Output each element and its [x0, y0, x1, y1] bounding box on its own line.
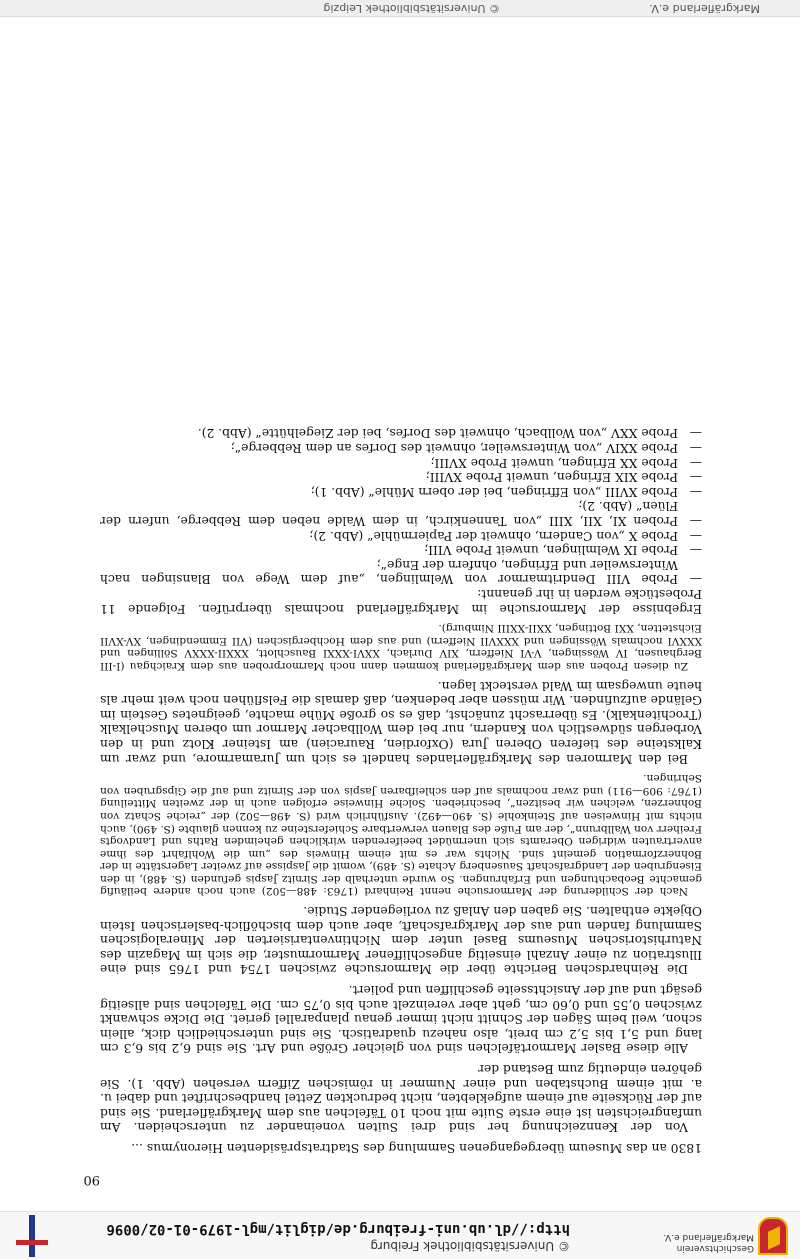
- list-item: — Probe X „von Candern, ohnweit der Papiermühle“ (Abb. 2);: [100, 528, 702, 543]
- list-item: — Probe XIX Efringen, unweit Probe XVIII;: [100, 470, 702, 485]
- document-url[interactable]: http://dl.ub.uni-freiburg.de/diglit/mgl-1979-01-02/0096: [106, 1221, 570, 1237]
- list-intro: Ergebnisse der Marmorsuche im Markgräflerland nochmals überprüfen. Folgende 11 Probestücke werden in ihr genannt:: [100, 587, 702, 616]
- paragraph: Die Reinhardschen Berichte über die Marmorsuche zwischen 1754 und 1765 sind eine Illustration zu einer Anzahl einseitig angeschliffener Marmormuster, die sich im Magazin des Naturhistorischen Museums Basel unter dem Nichtinventarisierten der Mineralogischen Sammlung fanden und aus der Markgrafschaft, aber auch dem bischöflich-baslerischen Istein Objekte enthalten. Sie gaben den Anlaß zu vorliegender Studie.: [100, 904, 702, 977]
- paragraph: Nach der Schilderung der Marmorsuche nennt Reinhard (1763: 488—502) auch noch andere beiläufig gemachte Beobachtungen und Erfahrungen. So wurde unterhalb der Sirnitz Jaspis gefunden (S. 488), in den Eisengruben der Landgrafschaft Sausenberg Achate (S. 489), womit die Jaspisse auf zweiter Lagerstätte in der Bohnerzformation gemeint sind. Nichts war es mit einem Hinweis des „um die Wohlfahrt des ihme anvertrauten widrigen Oberamts sich unermüdet beeiferenden wirklichen geheimden Raths und Landvogts Freiherr von Wallbrunn“, der am Fuße des Blauen verwertbare Schiefersteine zu kennen glaubte (S. 490), auch nichts mit Hinweisen auf Steinkohle (S. 490—492). Ausführlich wird (S. 498—502) der „reiche Schatz von Bohnerzen, welchen wir besitzen“, beschrieben. Solche Hinweise erfolgen auch in der zweiten Mitteilung (1767: 909—911) und zwar nochmals auf den schleifbaren Jaspis von der Sirnitz und auf die Gipsgruben von Sehringen.: [100, 772, 702, 898]
- page-number: 90: [83, 1172, 100, 1187]
- list-item: — Probe XVIII „von Effringen, bei der obern Mühle“ (Abb. 1);: [100, 484, 702, 499]
- association-logo-icon: [758, 1217, 788, 1255]
- sample-list: [100, 426, 702, 587]
- footer-copyright: © Universitätsbibliothek Leipzig: [323, 2, 500, 15]
- list-item: — Probe IX Welmlingen, unweit Probe VIII;: [100, 543, 702, 558]
- paragraph: Von der Kennzeichnung her sind drei Suiten voneinander zu unterscheiden. Am umfangreichsten ist eine erste Suite mit noch 10 Täfelchen aus dem Markgräflerland. Sie sind auf der Rückseite auf einem aufgeklebten, nicht bedruckten Zettel handbeschriftet und dabei u. a. mit einem Buchstaben und einer Nummer in römischen Ziffern versehen (Abb. 1). Sie gehören eindeutig zum Bestand der: [100, 1062, 702, 1135]
- university-library-logo-icon: [16, 1215, 48, 1257]
- list-item: — Probe XXV „von Wollbach, ohnweit des Dorfes, bei der Ziegelhütte“ (Abb. 2).: [100, 426, 702, 441]
- viewer-header: [0, 1211, 800, 1259]
- list-item: — Probe XXIV „von Wintersweiler, ohnweit des Dorfes an dem Rebberge“;: [100, 441, 702, 456]
- paragraph: Bei den Marmoren des Markgräflerlandes handelt es sich um Juramarmore, und zwar um Kalksteine des tieferen Oberen Jura (Oxfordien, Rauracien) am Isteiner Klotz und in den Vorbergen südwestlich von Kandern, nur bei dem Wollbacher Marmor um oberen Muschelkalk (Trochitenkalk). Es überrascht zunächst, daß es so große Mühe machte, geeignetes Gestein im Gelände aufzufinden. Wir müssen aber bedenken, daß damals die Felsflühen noch weit mehr als heute unwegsam im Wald versteckt lagen.: [100, 678, 702, 766]
- library-copyright: © Universitätsbibliothek Freiburg: [370, 1239, 570, 1253]
- footer-association: Markgräflerland e.V.: [649, 2, 760, 15]
- list-item: — Probe VIII Dendritmarmor von Welmlingen, „auf dem Wege von Blansingen nach Wintersweiler und Efringen, ohnfern der Enge“;: [100, 557, 702, 586]
- association-name: Geschichtsverein Markgräflerland e.V.: [663, 1232, 754, 1253]
- list-item: — Proben XI, XII, XIII „von Tannenkirch, in dem Walde neben dem Rebberge, unfern der Flüen“ (Abb. 2);: [100, 499, 702, 528]
- paragraph: Alle diese Basler Marmortäfelchen sind von gleicher Größe und Art. Sie sind 6,2 bis 6,3 cm lang und 5,1 bis 5,2 cm breit, also nahezu quadratisch. Sie sind unterschiedlich dick, allein schon, weil beim Sägen der Schnitt nicht immer genau planparallel geriet. Die Dicke schwankt zwischen 0,55 und 0,60 cm, geht aber vereinzelt auch bis 0,75 cm. Die Täfelchen sind allseitig gesägt und auf der Ansichtsseite geschliffen und poliert.: [100, 983, 702, 1056]
- page-body: [100, 426, 702, 1155]
- paragraph: Zu diesen Proben aus dem Markgräflerland kommen dann noch Marmorproben aus dem Kraichgau (I-III Berghausen, IV Wössingen, V-VI Nieffern, XIV Durlach, XXVI-XXXI Bauschlott, XXXII-XXXV Söllingen und XXXVI nochmals Wössingen und XXXVII Nieffern) und aus dem Hochbergischen (VII Emmendingen, XV-XVII Eichstetten, XXI Bottingen, XXII-XXIII Nimburg).: [100, 622, 702, 672]
- viewer-footer: [0, 0, 800, 17]
- paragraph: 1830 an das Museum übergegangenen Sammlung des Stadtratspräsidenten Hieronymus ...: [131, 1141, 702, 1155]
- list-item: — Probe XX Efringen, unweit Probe XVIII;: [100, 455, 702, 470]
